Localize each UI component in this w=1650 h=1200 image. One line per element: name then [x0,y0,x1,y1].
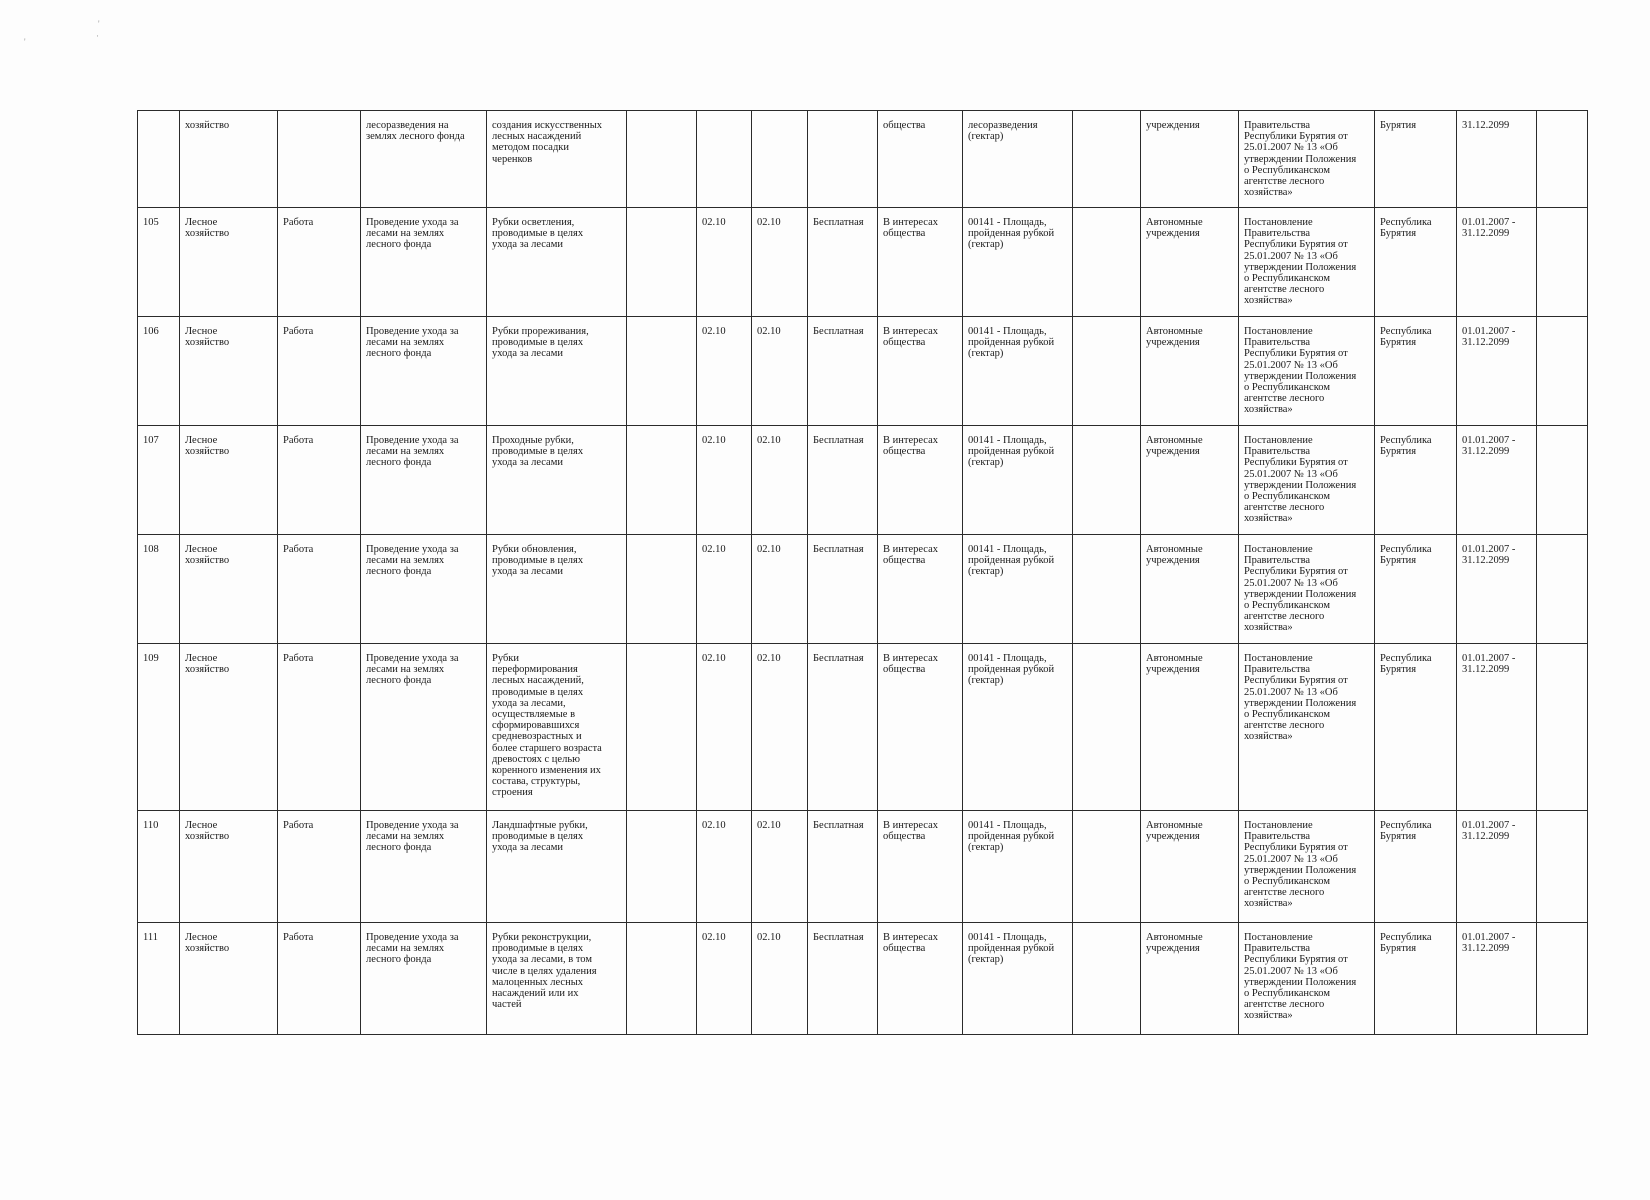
volume-indicator: 00141 - Площадь, пройденная рубкой (гектар) [963,426,1073,535]
row-number: 105 [138,208,180,317]
okved-code: 02.10 [697,644,752,811]
validity-period: 01.01.2007 - 31.12.2099 [1457,811,1537,923]
legal-act: Постановление Правительства Республики Бурятия от 25.01.2007 № 13 «Об утверждении Положения о Республиканском агентстве лесного хозяйства» [1239,535,1375,644]
institution-type: Автономные учреждения [1141,426,1239,535]
activity-sphere: Лесное хозяйство [180,923,278,1035]
region: Республика Бурятия [1375,535,1457,644]
region: Республика Бурятия [1375,923,1457,1035]
empty-cell [1073,811,1141,923]
table-row [138,811,1588,923]
consumer-category: В интересах общества [878,644,963,811]
volume-indicator: 00141 - Площадь, пройденная рубкой (гектар) [963,811,1073,923]
payment-type: Бесплатная [808,208,878,317]
row-number: 109 [138,644,180,811]
region: Бурятия [1375,111,1457,208]
validity-period: 01.01.2007 - 31.12.2099 [1457,208,1537,317]
service-name: Проведение ухода за лесами на землях лесного фонда [361,535,487,644]
okved-code: 02.10 [697,426,752,535]
okved-code [752,111,808,208]
consumer-category: В интересах общества [878,535,963,644]
scan-artifact: ' [98,19,100,29]
volume-indicator: лесоразведения (гектар) [963,111,1073,208]
consumer-category: В интересах общества [878,811,963,923]
table-row [138,535,1588,644]
service-type: Работа [278,811,361,923]
scan-artifact: · [96,31,99,41]
table-row [138,426,1588,535]
payment-type [808,111,878,208]
empty-cell [1537,208,1588,317]
legal-act: Постановление Правительства Республики Бурятия от 25.01.2007 № 13 «Об утверждении Положения о Республиканском агентстве лесного хозяйства» [1239,644,1375,811]
payment-type: Бесплатная [808,317,878,426]
service-content: Рубки переформирования лесных насаждений, проводимые в целях ухода за лесами, осуществляемые в сформировавшихся средневозрастных и более старшего возраста древостоях с целью коренного изменения их состава, структуры, строения [487,644,627,811]
payment-type: Бесплатная [808,535,878,644]
institution-type: Автономные учреждения [1141,644,1239,811]
okved-code: 02.10 [752,426,808,535]
payment-type: Бесплатная [808,426,878,535]
legal-act: Постановление Правительства Республики Бурятия от 25.01.2007 № 13 «Об утверждении Положения о Республиканском агентстве лесного хозяйства» [1239,426,1375,535]
service-name: Проведение ухода за лесами на землях лесного фонда [361,811,487,923]
table-row [138,923,1588,1035]
validity-period: 01.01.2007 - 31.12.2099 [1457,426,1537,535]
empty-cell [1073,535,1141,644]
service-content: Рубки осветления, проводимые в целях ухода за лесами [487,208,627,317]
institution-type: Автономные учреждения [1141,923,1239,1035]
service-content: Проходные рубки, проводимые в целях ухода за лесами [487,426,627,535]
activity-sphere: Лесное хозяйство [180,811,278,923]
payment-type: Бесплатная [808,811,878,923]
service-name: Проведение ухода за лесами на землях лесного фонда [361,644,487,811]
region: Республика Бурятия [1375,811,1457,923]
empty-cell [1537,811,1588,923]
region: Республика Бурятия [1375,644,1457,811]
payment-type: Бесплатная [808,644,878,811]
okved-code: 02.10 [697,535,752,644]
activity-sphere: Лесное хозяйство [180,644,278,811]
volume-indicator: 00141 - Площадь, пройденная рубкой (гектар) [963,208,1073,317]
okved-code: 02.10 [752,535,808,644]
empty-cell [627,923,697,1035]
row-number: 107 [138,426,180,535]
region: Республика Бурятия [1375,317,1457,426]
legal-act: Правительства Республики Бурятия от 25.01.2007 № 13 «Об утверждении Положения о Республиканском агентстве лесного хозяйства» [1239,111,1375,208]
region: Республика Бурятия [1375,426,1457,535]
table-row [138,644,1588,811]
service-type: Работа [278,923,361,1035]
empty-cell [1073,923,1141,1035]
row-number: 106 [138,317,180,426]
service-type [278,111,361,208]
service-name: Проведение ухода за лесами на землях лесного фонда [361,317,487,426]
validity-period: 01.01.2007 - 31.12.2099 [1457,644,1537,811]
empty-cell [1073,111,1141,208]
empty-cell [627,535,697,644]
legal-act: Постановление Правительства Республики Бурятия от 25.01.2007 № 13 «Об утверждении Положения о Республиканском агентстве лесного хозяйства» [1239,923,1375,1035]
activity-sphere: хозяйство [180,111,278,208]
volume-indicator: 00141 - Площадь, пройденная рубкой (гектар) [963,317,1073,426]
institution-type: Автономные учреждения [1141,535,1239,644]
service-name: Проведение ухода за лесами на землях лесного фонда [361,923,487,1035]
empty-cell [627,317,697,426]
okved-code: 02.10 [752,208,808,317]
table-row [138,208,1588,317]
activity-sphere: Лесное хозяйство [180,535,278,644]
okved-code: 02.10 [752,317,808,426]
activity-sphere: Лесное хозяйство [180,426,278,535]
validity-period: 31.12.2099 [1457,111,1537,208]
table-row [138,317,1588,426]
okved-code: 02.10 [752,644,808,811]
service-type: Работа [278,208,361,317]
empty-cell [1537,535,1588,644]
empty-cell [627,644,697,811]
consumer-category: общества [878,111,963,208]
activity-sphere: Лесное хозяйство [180,208,278,317]
table-body [138,111,1588,1035]
row-number [138,111,180,208]
institution-type: Автономные учреждения [1141,208,1239,317]
volume-indicator: 00141 - Площадь, пройденная рубкой (гектар) [963,923,1073,1035]
empty-cell [1537,923,1588,1035]
service-content: Рубки обновления, проводимые в целях ухода за лесами [487,535,627,644]
table-row [138,111,1588,208]
consumer-category: В интересах общества [878,923,963,1035]
service-name: лесоразведения на землях лесного фонда [361,111,487,208]
empty-cell [1073,208,1141,317]
service-type: Работа [278,317,361,426]
services-register-table [137,110,1588,1035]
row-number: 111 [138,923,180,1035]
okved-code: 02.10 [697,811,752,923]
okved-code: 02.10 [697,923,752,1035]
validity-period: 01.01.2007 - 31.12.2099 [1457,923,1537,1035]
empty-cell [627,811,697,923]
empty-cell [1073,426,1141,535]
service-type: Работа [278,426,361,535]
institution-type: Автономные учреждения [1141,811,1239,923]
empty-cell [1073,644,1141,811]
okved-code [697,111,752,208]
service-name: Проведение ухода за лесами на землях лесного фонда [361,426,487,535]
row-number: 108 [138,535,180,644]
payment-type: Бесплатная [808,923,878,1035]
validity-period: 01.01.2007 - 31.12.2099 [1457,317,1537,426]
consumer-category: В интересах общества [878,317,963,426]
empty-cell [627,426,697,535]
validity-period: 01.01.2007 - 31.12.2099 [1457,535,1537,644]
region: Республика Бурятия [1375,208,1457,317]
legal-act: Постановление Правительства Республики Бурятия от 25.01.2007 № 13 «Об утверждении Положения о Республиканском агентстве лесного хозяйства» [1239,208,1375,317]
institution-type: Автономные учреждения [1141,317,1239,426]
empty-cell [1537,317,1588,426]
empty-cell [1537,644,1588,811]
legal-act: Постановление Правительства Республики Бурятия от 25.01.2007 № 13 «Об утверждении Положения о Республиканском агентстве лесного хозяйства» [1239,317,1375,426]
consumer-category: В интересах общества [878,426,963,535]
activity-sphere: Лесное хозяйство [180,317,278,426]
service-type: Работа [278,644,361,811]
service-content: Рубки прореживания, проводимые в целях ухода за лесами [487,317,627,426]
consumer-category: В интересах общества [878,208,963,317]
okved-code: 02.10 [697,317,752,426]
service-type: Работа [278,535,361,644]
institution-type: учреждения [1141,111,1239,208]
empty-cell [627,208,697,317]
service-content: Ландшафтные рубки, проводимые в целях ухода за лесами [487,811,627,923]
okved-code: 02.10 [752,811,808,923]
okved-code: 02.10 [752,923,808,1035]
volume-indicator: 00141 - Площадь, пройденная рубкой (гектар) [963,644,1073,811]
service-content: Рубки реконструкции, проводимые в целях ухода за лесами, в том числе в целях удаления малоценных лесных насаждений или их частей [487,923,627,1035]
row-number: 110 [138,811,180,923]
empty-cell [1537,426,1588,535]
scan-artifact: ' [24,37,26,47]
empty-cell [1537,111,1588,208]
service-name: Проведение ухода за лесами на землях лесного фонда [361,208,487,317]
empty-cell [627,111,697,208]
service-content: создания искусственных лесных насаждений методом посадки черенков [487,111,627,208]
okved-code: 02.10 [697,208,752,317]
legal-act: Постановление Правительства Республики Бурятия от 25.01.2007 № 13 «Об утверждении Положения о Республиканском агентстве лесного хозяйства» [1239,811,1375,923]
empty-cell [1073,317,1141,426]
volume-indicator: 00141 - Площадь, пройденная рубкой (гектар) [963,535,1073,644]
